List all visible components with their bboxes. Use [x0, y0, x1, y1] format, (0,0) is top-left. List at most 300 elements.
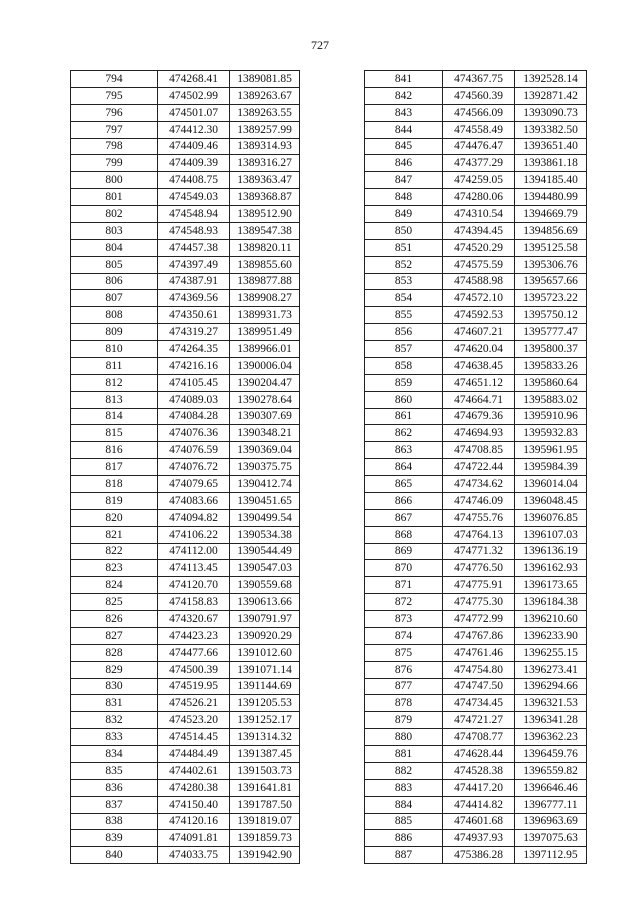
x-coordinate-cell: 474520.29 [443, 239, 515, 256]
point-number-cell: 839 [71, 830, 158, 847]
x-coordinate-cell: 474708.77 [443, 729, 515, 746]
point-number-cell: 795 [71, 87, 158, 104]
x-coordinate-cell: 474310.54 [443, 206, 515, 223]
y-coordinate-cell: 1389314.93 [230, 138, 300, 155]
y-coordinate-cell: 1389877.88 [230, 273, 300, 290]
point-number-cell: 836 [71, 779, 158, 796]
table-row [71, 543, 300, 560]
y-coordinate-cell: 1396255.15 [515, 644, 587, 661]
table-row [365, 543, 587, 560]
x-coordinate-cell: 474120.16 [158, 813, 230, 830]
table-row [71, 594, 300, 611]
x-coordinate-cell: 474572.10 [443, 290, 515, 307]
table-row [71, 695, 300, 712]
x-coordinate-cell: 474484.49 [158, 746, 230, 763]
table-row [71, 813, 300, 830]
y-coordinate-cell: 1389951.49 [230, 324, 300, 341]
y-coordinate-cell: 1390499.54 [230, 509, 300, 526]
table-row [71, 290, 300, 307]
x-coordinate-cell: 474575.59 [443, 256, 515, 273]
point-number-cell: 809 [71, 324, 158, 341]
y-coordinate-cell: 1396321.53 [515, 695, 587, 712]
table-row [71, 104, 300, 121]
table-row [365, 71, 587, 88]
table-row [71, 644, 300, 661]
x-coordinate-cell: 474414.82 [443, 796, 515, 813]
x-coordinate-cell: 474775.91 [443, 577, 515, 594]
x-coordinate-cell: 474120.70 [158, 577, 230, 594]
point-number-cell: 824 [71, 577, 158, 594]
table-row [71, 87, 300, 104]
point-number-cell: 868 [365, 526, 443, 543]
x-coordinate-cell: 474084.28 [158, 408, 230, 425]
point-number-cell: 796 [71, 104, 158, 121]
point-number-cell: 801 [71, 189, 158, 206]
table-row [71, 256, 300, 273]
point-number-cell: 870 [365, 560, 443, 577]
table-row [71, 779, 300, 796]
table-row [71, 712, 300, 729]
table-row [365, 661, 587, 678]
point-number-cell: 814 [71, 408, 158, 425]
y-coordinate-cell: 1391205.53 [230, 695, 300, 712]
point-number-cell: 849 [365, 206, 443, 223]
x-coordinate-cell: 474519.95 [158, 678, 230, 695]
table-row [71, 324, 300, 341]
x-coordinate-cell: 474526.21 [158, 695, 230, 712]
table-row [71, 71, 300, 88]
x-coordinate-cell: 474397.49 [158, 256, 230, 273]
x-coordinate-cell: 474350.61 [158, 307, 230, 324]
point-number-cell: 843 [365, 104, 443, 121]
y-coordinate-cell: 1396459.76 [515, 746, 587, 763]
x-coordinate-cell: 474457.38 [158, 239, 230, 256]
point-number-cell: 867 [365, 509, 443, 526]
x-coordinate-cell: 474601.68 [443, 813, 515, 830]
table-row [365, 611, 587, 628]
table-row [365, 779, 587, 796]
table-row [365, 256, 587, 273]
x-coordinate-cell: 474721.27 [443, 712, 515, 729]
x-coordinate-cell: 474113.45 [158, 560, 230, 577]
table-row [365, 290, 587, 307]
x-coordinate-cell: 474694.93 [443, 425, 515, 442]
table-row [71, 408, 300, 425]
point-number-cell: 808 [71, 307, 158, 324]
x-coordinate-cell: 474089.03 [158, 391, 230, 408]
x-coordinate-cell: 474592.53 [443, 307, 515, 324]
y-coordinate-cell: 1391859.73 [230, 830, 300, 847]
point-number-cell: 851 [365, 239, 443, 256]
point-number-cell: 805 [71, 256, 158, 273]
table-row [365, 391, 587, 408]
x-coordinate-cell: 474651.12 [443, 374, 515, 391]
page-number: 727 [311, 38, 329, 52]
point-number-cell: 825 [71, 594, 158, 611]
point-number-cell: 862 [365, 425, 443, 442]
point-number-cell: 877 [365, 678, 443, 695]
y-coordinate-cell: 1396173.65 [515, 577, 587, 594]
table-row [365, 594, 587, 611]
y-coordinate-cell: 1391144.69 [230, 678, 300, 695]
x-coordinate-cell: 474083.66 [158, 492, 230, 509]
y-coordinate-cell: 1396963.69 [515, 813, 587, 830]
x-coordinate-cell: 474549.03 [158, 189, 230, 206]
point-number-cell: 803 [71, 222, 158, 239]
x-coordinate-cell: 475386.28 [443, 847, 515, 864]
y-coordinate-cell: 1390204.47 [230, 374, 300, 391]
table-row [365, 324, 587, 341]
x-coordinate-cell: 474548.93 [158, 222, 230, 239]
table-row [365, 155, 587, 172]
y-coordinate-cell: 1396210.60 [515, 611, 587, 628]
point-number-cell: 826 [71, 611, 158, 628]
y-coordinate-cell: 1392871.42 [515, 87, 587, 104]
table-row [71, 222, 300, 239]
point-number-cell: 887 [365, 847, 443, 864]
x-coordinate-cell: 474775.30 [443, 594, 515, 611]
y-coordinate-cell: 1390559.68 [230, 577, 300, 594]
table-row [365, 239, 587, 256]
x-coordinate-cell: 474734.62 [443, 476, 515, 493]
point-number-cell: 859 [365, 374, 443, 391]
x-coordinate-cell: 474394.45 [443, 222, 515, 239]
table-row [365, 746, 587, 763]
point-number-cell: 820 [71, 509, 158, 526]
y-coordinate-cell: 1390613.66 [230, 594, 300, 611]
y-coordinate-cell: 1396184.38 [515, 594, 587, 611]
point-number-cell: 819 [71, 492, 158, 509]
point-number-cell: 842 [365, 87, 443, 104]
y-coordinate-cell: 1390278.64 [230, 391, 300, 408]
y-coordinate-cell: 1392528.14 [515, 71, 587, 88]
y-coordinate-cell: 1395125.58 [515, 239, 587, 256]
y-coordinate-cell: 1395932.83 [515, 425, 587, 442]
y-coordinate-cell: 1396362.23 [515, 729, 587, 746]
point-number-cell: 837 [71, 796, 158, 813]
table-row [365, 796, 587, 813]
coordinate-table-left [70, 70, 300, 864]
y-coordinate-cell: 1391787.50 [230, 796, 300, 813]
y-coordinate-cell: 1391942.90 [230, 847, 300, 864]
point-number-cell: 804 [71, 239, 158, 256]
y-coordinate-cell: 1395883.02 [515, 391, 587, 408]
y-coordinate-cell: 1389316.27 [230, 155, 300, 172]
table-row [71, 762, 300, 779]
y-coordinate-cell: 1394856.69 [515, 222, 587, 239]
x-coordinate-cell: 474548.94 [158, 206, 230, 223]
table-row [365, 560, 587, 577]
table-row [71, 155, 300, 172]
x-coordinate-cell: 474502.99 [158, 87, 230, 104]
table-row [365, 442, 587, 459]
y-coordinate-cell: 1391314.32 [230, 729, 300, 746]
y-coordinate-cell: 1389363.47 [230, 172, 300, 189]
point-number-cell: 873 [365, 611, 443, 628]
y-coordinate-cell: 1390544.49 [230, 543, 300, 560]
y-coordinate-cell: 1390375.75 [230, 459, 300, 476]
table-row [71, 273, 300, 290]
point-number-cell: 847 [365, 172, 443, 189]
point-number-cell: 880 [365, 729, 443, 746]
y-coordinate-cell: 1394185.40 [515, 172, 587, 189]
x-coordinate-cell: 474079.65 [158, 476, 230, 493]
point-number-cell: 885 [365, 813, 443, 830]
x-coordinate-cell: 474320.67 [158, 611, 230, 628]
y-coordinate-cell: 1396777.11 [515, 796, 587, 813]
y-coordinate-cell: 1389081.85 [230, 71, 300, 88]
x-coordinate-cell: 474412.30 [158, 121, 230, 138]
point-number-cell: 872 [365, 594, 443, 611]
y-coordinate-cell: 1391012.60 [230, 644, 300, 661]
x-coordinate-cell: 474106.22 [158, 526, 230, 543]
table-row [365, 87, 587, 104]
point-number-cell: 845 [365, 138, 443, 155]
table-row [71, 391, 300, 408]
y-coordinate-cell: 1395910.96 [515, 408, 587, 425]
point-number-cell: 797 [71, 121, 158, 138]
y-coordinate-cell: 1390006.04 [230, 357, 300, 374]
y-coordinate-cell: 1393382.50 [515, 121, 587, 138]
point-number-cell: 883 [365, 779, 443, 796]
y-coordinate-cell: 1389368.87 [230, 189, 300, 206]
table-row [365, 341, 587, 358]
table-row [71, 374, 300, 391]
table-row [365, 307, 587, 324]
x-coordinate-cell: 474772.99 [443, 611, 515, 628]
point-number-cell: 856 [365, 324, 443, 341]
point-number-cell: 853 [365, 273, 443, 290]
y-coordinate-cell: 1390348.21 [230, 425, 300, 442]
point-number-cell: 823 [71, 560, 158, 577]
y-coordinate-cell: 1389855.60 [230, 256, 300, 273]
point-number-cell: 869 [365, 543, 443, 560]
point-number-cell: 830 [71, 678, 158, 695]
point-number-cell: 886 [365, 830, 443, 847]
table-row [71, 357, 300, 374]
table-row [71, 577, 300, 594]
table-row [71, 509, 300, 526]
table-row [365, 627, 587, 644]
table-row [71, 678, 300, 695]
table-row [365, 813, 587, 830]
x-coordinate-cell: 474319.27 [158, 324, 230, 341]
point-number-cell: 876 [365, 661, 443, 678]
table-row [71, 307, 300, 324]
x-coordinate-cell: 474402.61 [158, 762, 230, 779]
x-coordinate-cell: 474588.98 [443, 273, 515, 290]
table-row [365, 374, 587, 391]
point-number-cell: 882 [365, 762, 443, 779]
point-number-cell: 850 [365, 222, 443, 239]
table-row [71, 611, 300, 628]
table-row [71, 847, 300, 864]
table-row [71, 189, 300, 206]
x-coordinate-cell: 474560.39 [443, 87, 515, 104]
y-coordinate-cell: 1395657.66 [515, 273, 587, 290]
point-number-cell: 852 [365, 256, 443, 273]
x-coordinate-cell: 474076.36 [158, 425, 230, 442]
point-number-cell: 806 [71, 273, 158, 290]
x-coordinate-cell: 474708.85 [443, 442, 515, 459]
x-coordinate-cell: 474408.75 [158, 172, 230, 189]
y-coordinate-cell: 1396014.04 [515, 476, 587, 493]
y-coordinate-cell: 1394669.79 [515, 206, 587, 223]
x-coordinate-cell: 474754.80 [443, 661, 515, 678]
table-row [71, 830, 300, 847]
x-coordinate-cell: 474409.46 [158, 138, 230, 155]
point-number-cell: 864 [365, 459, 443, 476]
x-coordinate-cell: 474423.23 [158, 627, 230, 644]
point-number-cell: 828 [71, 644, 158, 661]
x-coordinate-cell: 474761.46 [443, 644, 515, 661]
x-coordinate-cell: 474764.13 [443, 526, 515, 543]
point-number-cell: 813 [71, 391, 158, 408]
point-number-cell: 838 [71, 813, 158, 830]
table-row [365, 729, 587, 746]
x-coordinate-cell: 474679.36 [443, 408, 515, 425]
table-row [71, 796, 300, 813]
table-row [365, 357, 587, 374]
table-row [71, 206, 300, 223]
y-coordinate-cell: 1397075.63 [515, 830, 587, 847]
y-coordinate-cell: 1390412.74 [230, 476, 300, 493]
table-row [71, 746, 300, 763]
point-number-cell: 807 [71, 290, 158, 307]
x-coordinate-cell: 474566.09 [443, 104, 515, 121]
point-number-cell: 881 [365, 746, 443, 763]
x-coordinate-cell: 474033.75 [158, 847, 230, 864]
x-coordinate-cell: 474776.50 [443, 560, 515, 577]
table-row [365, 762, 587, 779]
table-row [365, 678, 587, 695]
y-coordinate-cell: 1395800.37 [515, 341, 587, 358]
y-coordinate-cell: 1391071.14 [230, 661, 300, 678]
y-coordinate-cell: 1389966.01 [230, 341, 300, 358]
table-row [71, 121, 300, 138]
y-coordinate-cell: 1391503.73 [230, 762, 300, 779]
y-coordinate-cell: 1390920.29 [230, 627, 300, 644]
y-coordinate-cell: 1390369.04 [230, 442, 300, 459]
table-row [365, 476, 587, 493]
point-number-cell: 866 [365, 492, 443, 509]
point-number-cell: 827 [71, 627, 158, 644]
y-coordinate-cell: 1395833.26 [515, 357, 587, 374]
table-row [365, 206, 587, 223]
y-coordinate-cell: 1391387.45 [230, 746, 300, 763]
x-coordinate-cell: 474477.66 [158, 644, 230, 661]
table-row [365, 172, 587, 189]
y-coordinate-cell: 1396107.03 [515, 526, 587, 543]
point-number-cell: 871 [365, 577, 443, 594]
point-number-cell: 846 [365, 155, 443, 172]
table-row [71, 442, 300, 459]
y-coordinate-cell: 1396076.85 [515, 509, 587, 526]
y-coordinate-cell: 1396646.46 [515, 779, 587, 796]
point-number-cell: 811 [71, 357, 158, 374]
x-coordinate-cell: 474280.06 [443, 189, 515, 206]
x-coordinate-cell: 474091.81 [158, 830, 230, 847]
x-coordinate-cell: 474664.71 [443, 391, 515, 408]
y-coordinate-cell: 1396136.19 [515, 543, 587, 560]
x-coordinate-cell: 474112.00 [158, 543, 230, 560]
x-coordinate-cell: 474528.38 [443, 762, 515, 779]
y-coordinate-cell: 1389512.90 [230, 206, 300, 223]
table-row [71, 492, 300, 509]
point-number-cell: 802 [71, 206, 158, 223]
point-number-cell: 831 [71, 695, 158, 712]
x-coordinate-cell: 474417.20 [443, 779, 515, 796]
table-row [365, 577, 587, 594]
table-row [365, 644, 587, 661]
x-coordinate-cell: 474523.20 [158, 712, 230, 729]
x-coordinate-cell: 474937.93 [443, 830, 515, 847]
y-coordinate-cell: 1395777.47 [515, 324, 587, 341]
x-coordinate-cell: 474501.07 [158, 104, 230, 121]
y-coordinate-cell: 1396341.28 [515, 712, 587, 729]
point-number-cell: 832 [71, 712, 158, 729]
x-coordinate-cell: 474607.21 [443, 324, 515, 341]
point-number-cell: 855 [365, 307, 443, 324]
table-row [365, 273, 587, 290]
point-number-cell: 878 [365, 695, 443, 712]
point-number-cell: 794 [71, 71, 158, 88]
point-number-cell: 821 [71, 526, 158, 543]
y-coordinate-cell: 1390534.38 [230, 526, 300, 543]
x-coordinate-cell: 474771.32 [443, 543, 515, 560]
y-coordinate-cell: 1390451.65 [230, 492, 300, 509]
y-coordinate-cell: 1393090.73 [515, 104, 587, 121]
table-row [71, 661, 300, 678]
point-number-cell: 857 [365, 341, 443, 358]
table-row [71, 172, 300, 189]
table-row [365, 695, 587, 712]
y-coordinate-cell: 1389547.38 [230, 222, 300, 239]
y-coordinate-cell: 1389931.73 [230, 307, 300, 324]
x-coordinate-cell: 474387.91 [158, 273, 230, 290]
point-number-cell: 848 [365, 189, 443, 206]
y-coordinate-cell: 1395860.64 [515, 374, 587, 391]
table-row [71, 476, 300, 493]
point-number-cell: 816 [71, 442, 158, 459]
x-coordinate-cell: 474264.35 [158, 341, 230, 358]
x-coordinate-cell: 474150.40 [158, 796, 230, 813]
point-number-cell: 810 [71, 341, 158, 358]
y-coordinate-cell: 1391641.81 [230, 779, 300, 796]
x-coordinate-cell: 474722.44 [443, 459, 515, 476]
table-row [365, 121, 587, 138]
y-coordinate-cell: 1397112.95 [515, 847, 587, 864]
table-row [71, 459, 300, 476]
point-number-cell: 829 [71, 661, 158, 678]
x-coordinate-cell: 474409.39 [158, 155, 230, 172]
point-number-cell: 840 [71, 847, 158, 864]
y-coordinate-cell: 1390547.03 [230, 560, 300, 577]
y-coordinate-cell: 1389908.27 [230, 290, 300, 307]
point-number-cell: 874 [365, 627, 443, 644]
point-number-cell: 858 [365, 357, 443, 374]
x-coordinate-cell: 474767.86 [443, 627, 515, 644]
x-coordinate-cell: 474638.45 [443, 357, 515, 374]
point-number-cell: 799 [71, 155, 158, 172]
x-coordinate-cell: 474076.72 [158, 459, 230, 476]
point-number-cell: 833 [71, 729, 158, 746]
y-coordinate-cell: 1396294.66 [515, 678, 587, 695]
table-row [365, 492, 587, 509]
y-coordinate-cell: 1395750.12 [515, 307, 587, 324]
y-coordinate-cell: 1390307.69 [230, 408, 300, 425]
table-row [71, 729, 300, 746]
